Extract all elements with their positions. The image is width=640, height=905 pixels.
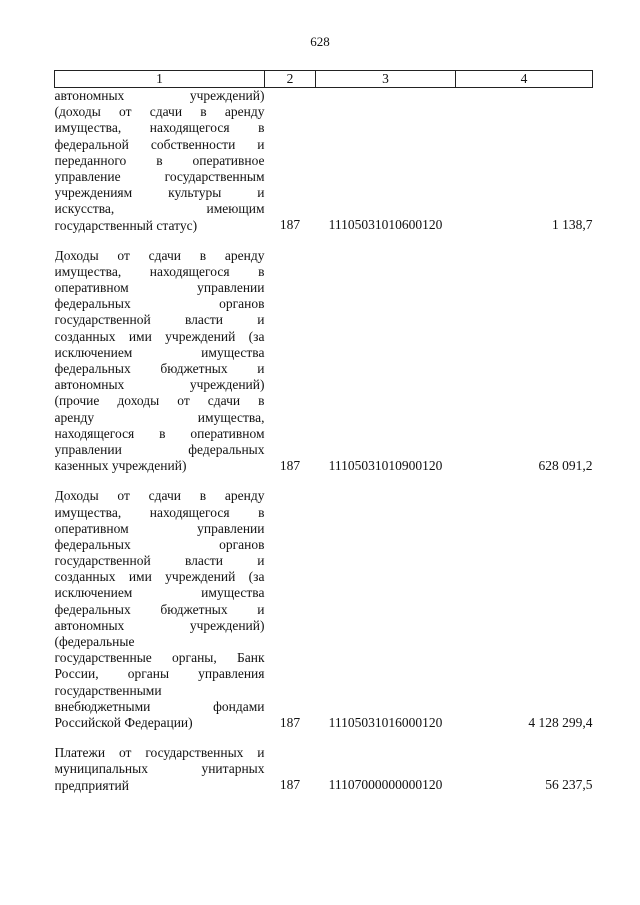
column-header-3: 3 [316, 71, 456, 88]
description-line: государственный статус) [54, 217, 198, 233]
description-line: имущества, находящегося в [54, 120, 265, 136]
description-line: государственной власти и [54, 553, 265, 569]
description-line: внебюджетными фондами [54, 698, 265, 714]
description-line: государственной власти и [54, 312, 265, 328]
description-line: автономных учреждений) [54, 617, 265, 633]
description-line: переданного в оперативное [54, 152, 265, 168]
amount-cell: 4 128 299,4 [528, 714, 593, 730]
column-header-1: 1 [55, 71, 265, 88]
budget-classification-code-cell: 11105031010600120 [328, 217, 443, 233]
description-line: России, органы управления [54, 666, 265, 682]
description-line: муниципальных унитарных [54, 761, 265, 777]
amount-cell: 628 091,2 [538, 458, 593, 474]
column-number-row [55, 71, 593, 88]
description-line: оперативном управлении [54, 520, 265, 536]
description-line: имущества, находящегося в [54, 263, 265, 279]
table-header [55, 71, 593, 88]
table-row [55, 488, 593, 731]
admin-code-cell: 187 [279, 714, 301, 730]
description-line: казенных учреждений) [54, 458, 187, 474]
row-spacer-cell [55, 234, 593, 248]
row-spacer-cell [55, 731, 593, 745]
admin-code-cell: 187 [279, 217, 301, 233]
table-body [55, 88, 593, 794]
page-number: 628 [310, 34, 330, 49]
description-cell [55, 248, 265, 475]
description-line: искусства, имеющим [54, 201, 265, 217]
description-line: имущества, находящегося в [54, 504, 265, 520]
description-cell [55, 88, 265, 234]
description-line: федеральных органов [54, 296, 265, 312]
description-line: Платежи от государственных и [54, 745, 265, 761]
admin-code-cell: 187 [279, 777, 301, 793]
description-line: предприятий [54, 777, 129, 793]
description-line: федеральных органов [54, 536, 265, 552]
description-line: государственными [54, 682, 162, 698]
description-line: федеральных бюджетных и [54, 361, 265, 376]
row-spacer [55, 474, 593, 488]
row-spacer-cell [55, 474, 593, 488]
description-line: автономных учреждений) [54, 377, 265, 393]
amount-cell: 56 237,5 [545, 777, 593, 793]
description-line: государственные органы, Банк [54, 650, 265, 666]
table-row [55, 745, 593, 794]
description-line: автономных учреждений) [54, 88, 265, 103]
description-line: Российской Федерации) [54, 714, 193, 730]
description-line: находящегося в оперативном [54, 425, 265, 441]
admin-code-cell: 187 [279, 458, 301, 474]
description-line: (федеральные [54, 634, 135, 649]
budget-classification-code-cell: 11107000000000120 [328, 777, 443, 793]
amount-cell: 1 138,7 [552, 217, 593, 233]
table-row [55, 248, 593, 475]
description-line: Доходы от сдачи в аренду [54, 247, 265, 263]
description-line: созданных ими учреждений (за [54, 328, 265, 344]
description-line: Доходы от сдачи в аренду [54, 488, 265, 504]
description-line: (прочие доходы от сдачи в [54, 393, 265, 409]
description-line: управление государственным [54, 168, 265, 184]
description-cell [55, 745, 265, 794]
description-cell [55, 488, 265, 731]
row-spacer [55, 731, 593, 745]
row-spacer [55, 234, 593, 248]
description-line: (доходы от сдачи в аренду [54, 104, 265, 120]
description-line: учреждениям культуры и [54, 185, 265, 201]
description-line: федеральной собственности и [54, 136, 265, 152]
budget-classification-code-cell: 11105031016000120 [328, 714, 443, 730]
description-line: аренду имущества, [54, 409, 265, 425]
description-line: федеральных бюджетных и [54, 601, 265, 617]
description-line: управлении федеральных [54, 441, 265, 457]
description-line: оперативном управлении [54, 280, 265, 296]
description-line: исключением имущества [54, 585, 265, 601]
description-line: созданных ими учреждений (за [54, 569, 265, 585]
table-row [55, 88, 593, 234]
budget-revenue-table [54, 70, 593, 794]
description-line: исключением имущества [54, 344, 265, 360]
column-header-4: 4 [456, 71, 593, 88]
budget-classification-code-cell: 11105031010900120 [328, 458, 443, 474]
column-header-2: 2 [265, 71, 316, 88]
